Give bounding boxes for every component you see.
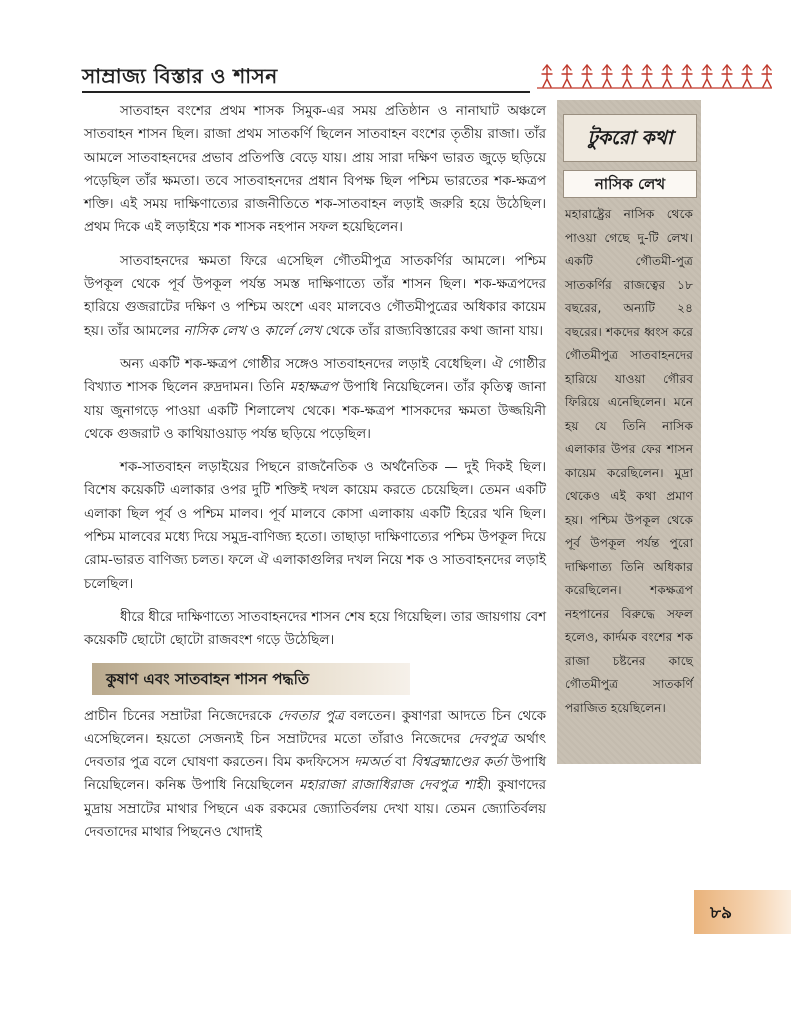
paragraph: ধীরে ধীরে দাক্ষিণাত্যে সাতবাহনদের শাসন শেষ হয়ে গিয়েছিল। তার জায়গায় বেশ কয়েকটি ছোটো ছোটো রাজবংশ গড়ে উঠেছিল। xyxy=(84,609,546,649)
chapter-title: সাম্রাজ্য বিস্তার ও শাসন xyxy=(82,64,278,88)
page-number: ৮৯ xyxy=(710,903,733,923)
sidebar-body-text: মহারাষ্ট্রের নাসিক থেকে পাওয়া গেছে দু-টি লেখ। একটি গৌতমী-পুত্র সাতকর্ণির রাজত্বের ১৮ বছরের, অন্যটি ২৪ বছরের। শকদের ধ্বংস করে গৌতমীপুত্র সাতবাহনদের হারিয়ে যাওয়া গৌরব ফিরিয়ে এনেছিলেন। মনে হয় যে তিনি নাসিক এলাকার উপর ফের শাসন কায়েম করেছিলেন। মুদ্রা থেকেও এই কথা প্রমাণ হয়। পশ্চিম উপকূল থেকে পূর্ব উপকূল পর্যন্ত পুরো দাক্ষিণাত্য তিনি অধিকার করেছিলেন। শকক্ষত্রপ নহপানের বিরুদ্ধে সফল হলেও, কার্দমক বংশের শক রাজা চষ্টনের কাছে গৌতমীপুত্র সাতকর্ণি পরাজিত হয়েছিলেন। xyxy=(565,207,693,715)
emphasis-text: দেবপুত্র xyxy=(468,731,508,747)
emphasis-text: দেবতার পুত্র xyxy=(277,708,344,724)
section-heading xyxy=(92,663,410,695)
emphasis-text: নাসিক লেখ xyxy=(183,323,246,339)
sidebar-title: টুকরো কথা xyxy=(587,127,673,149)
info-sidebar xyxy=(557,100,701,764)
emphasis-text: মহারাজা রাজাধিরাজ দেবপুত্র শাহী xyxy=(299,778,487,794)
page-header xyxy=(82,60,772,94)
sidebar-subtitle-box xyxy=(563,170,697,198)
emphasis-text: দমঅর্ত xyxy=(354,755,391,771)
emphasis-text: মহাক্ষত্রপ xyxy=(289,380,338,396)
page-number-tab xyxy=(694,890,791,934)
decorative-figures-icon xyxy=(537,62,772,90)
paragraph: প্রাচীন চিনের সম্রাটরা নিজেদেরকে দেবতার পুত্র বলতেন। কুষাণরা আদতে চিন থেকে এসেছিলেন। হয়তো সেজন্যই চিন সম্রাটদের মতো তাঁরাও নিজেদের দেবপুত্র অর্থাৎ দেবতার পুত্র বলে ঘোষণা করতেন। বিম কদফিসেস দমঅর্ত বা বিশ্বব্রহ্মাণ্ডের কর্তা উপাধি নিয়েছিলেন। কনিষ্ক উপাধি নিয়েছিলেন মহারাজা রাজাধিরাজ দেবপুত্র শাহী। কুষাণদের মুদ্রায় সম্রাটের মাথার পিছনে এক রকমের জ্যোতির্বলয় দেখা যায়। তেমন জ্যোতির্বলয় দেবতাদের মাথার পিছনেও খোদাই xyxy=(84,708,546,841)
emphasis-text: কার্লে লেখ xyxy=(264,323,322,339)
paragraph: শক-সাতবাহন লড়াইয়ের পিছনে রাজনৈতিক ও অর্থনৈতিক — দুই দিকই ছিল। বিশেষ কয়েকটি এলাকার ওপর দুটি শক্তিই দখল কায়েম করতে চেয়েছিল। তেমন একটি এলাকা ছিল পূর্ব ও পশ্চিম মালব। পূর্ব মালবে কোসা এলাকায় একটি হিরের খনি ছিল। পশ্চিম মালবের মধ্যে দিয়ে সমুদ্র-বাণিজ্য হতো। তাছাড়া দাক্ষিণাত্যের পশ্চিম উপকূল দিয়ে রোম-ভারত বাণিজ্য চলত। ফলে ঐ এলাকাগুলির দখল নিয়ে শক ও সাতবাহনদের লড়াই চলেছিল। xyxy=(84,460,546,592)
paragraph: অন্য একটি শক-ক্ষত্রপ গোষ্ঠীর সঙ্গেও সাতবাহনদের লড়াই বেধেছিল। ঐ গোষ্ঠীর বিখ্যাত শাসক ছিলেন রুদ্রদামন। তিনি মহাক্ষত্রপ উপাধি নিয়েছিলেন। তাঁর কৃতিত্ব জানা যায় জুনাগড়ে পাওয়া একটি শিলালেখ থেকে। শক-ক্ষত্রপ শাসকদের ক্ষমতা উজ্জয়িনী থেকে গুজরাট ও কাথিয়াওয়াড় পর্যন্ত ছড়িয়ে পড়েছিল। xyxy=(84,356,546,442)
sidebar-subtitle: নাসিক লেখ xyxy=(594,175,666,193)
main-text-column xyxy=(84,100,546,854)
paragraph: সাতবাহনদের ক্ষমতা ফিরে এসেছিল গৌতমীপুত্র সাতকর্ণির আমলে। পশ্চিম উপকূল থেকে পূর্ব উপকূল পর্যন্ত সমস্ত দাক্ষিণাত্যে তাঁর শাসন ছিল। শক-ক্ষত্রপদের হারিয়ে গুজরাটের দক্ষিণ ও পশ্চিম অংশে এবং মালবেও গৌতমীপুত্রের অধিকার কায়েম হয়। তাঁর আমলের নাসিক লেখ ও কার্লে লেখ থেকে তাঁর রাজ্যবিস্তারের কথা জানা যায়। xyxy=(84,253,546,339)
section-heading-text: কুষাণ এবং সাতবাহন শাসন পদ্ধতি xyxy=(106,669,310,688)
emphasis-text: বিশ্বব্রহ্মাণ্ডের কর্তা xyxy=(411,755,507,771)
paragraph: সাতবাহন বংশের প্রথম শাসক সিমুক-এর সময় প্রতিষ্ঠান ও নানাঘাট অঞ্চলে সাতবাহন শাসন ছিল। রাজা প্রথম সাতকর্ণি ছিলেন সাতবাহন বংশের তৃতীয় রাজা। তাঁর আমলে সাতবাহনদের প্রভাব প্রতিপত্তি বেড়ে যায়। প্রায় সারা দক্ষিণ ভারত জুড়ে ছড়িয়ে পড়েছিল তাঁর ক্ষমতা। তবে সাতবাহনদের প্রধান বিপক্ষ ছিল পশ্চিম ভারতের শক-ক্ষত্রপ শক্তি। এই সময় দাক্ষিণাত্যের রাজনীতিতে শক-সাতবাহন লড়াই জরুরি হয়ে উঠেছিল। প্রথম দিকে এই লড়াইয়ে শক শাসক নহপান সফল হয়েছিলেন। xyxy=(84,104,546,236)
header-rule xyxy=(82,91,530,93)
sidebar-title-box xyxy=(563,114,697,162)
